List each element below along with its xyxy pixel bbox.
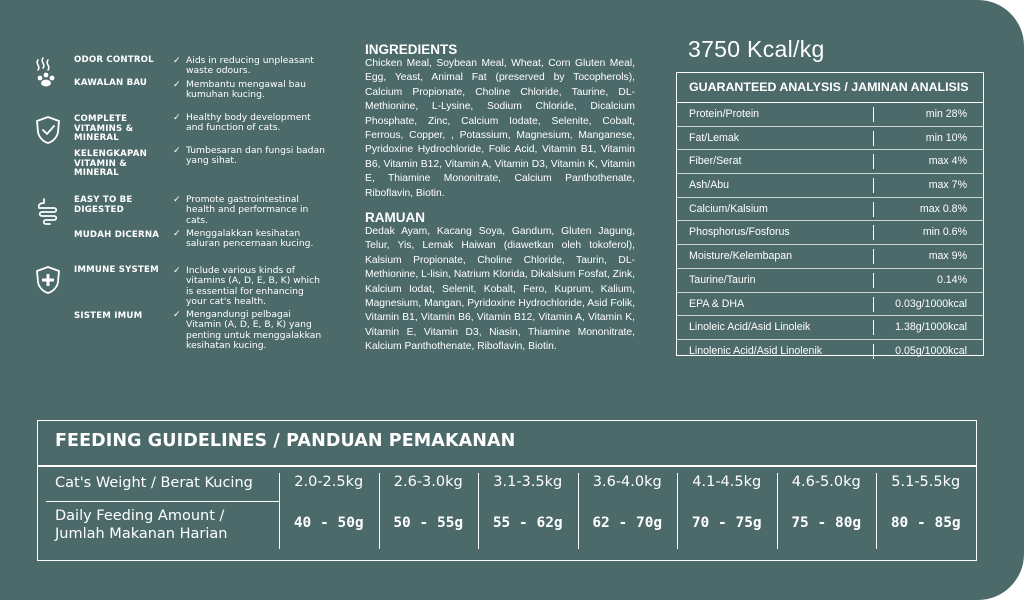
benefit-desc-en: ✓ Aids in reducing unpleasant waste odours. (173, 55, 314, 77)
benefit-title-ms: SISTEM IMUM (74, 311, 143, 321)
check-icon: ✓ (173, 265, 181, 276)
check-icon: ✓ (173, 194, 181, 205)
feeding-amount: 75 - 80g (791, 515, 862, 531)
weight-range: 4.6-5.0kg (791, 474, 861, 490)
divider (46, 501, 280, 502)
divider (873, 154, 874, 169)
benefit-desc-ms: ✓ Menggalakkan kesihatan saluran pencernaan kucing. (173, 228, 314, 250)
weight-range: 5.1-5.5kg (891, 474, 961, 490)
analysis-value: min 0.6% (922, 226, 967, 239)
benefit-desc-ms: ✓ Tumbesaran dan fungsi badan yang sihat. (173, 145, 325, 167)
divider (873, 178, 874, 193)
analysis-row (677, 150, 983, 174)
feeding-amount: 50 - 55g (393, 515, 464, 531)
divider (873, 297, 874, 312)
benefit-desc-en: ✓ Include various kinds of vitamins (A, D, E, B, K) which is essential for enhancing your cat's health. (173, 265, 320, 308)
feeding-amount: 70 - 75g (691, 515, 762, 531)
analysis-value: min 10% (925, 131, 967, 144)
analysis-value: 0.03g/1000kcal (895, 297, 967, 310)
intestine-icon (32, 196, 64, 228)
analysis-row (677, 316, 983, 340)
amount-label: Daily Feeding Amount / Jumlah Makanan Harian (55, 508, 228, 542)
weight-range: 4.1-4.5kg (692, 474, 762, 490)
analysis-label: Fat/Lemak (689, 131, 740, 144)
check-icon: ✓ (173, 55, 181, 66)
ramuan-text: Dedak Ayam, Kacang Soya, Gandum, Gluten Jagung, Telur, Yis, Lemak Haiwan (diawetkan oleh tokoferol), Kalsium Propionate, Choline Chloride, Taurin, DL-Methionine, L-lisin, Natrium Klorida, Dikalsium Fosfat, Zink, Kalcium Iodat, Selenit, Kobalt, Fero, Kuprum, Kalium, Magnesium, Mangan, Pyridoxine Hydrochloride, Asid Folik, Vitamin B1, Vitamin B6, Vitamin B12, Vitamin A, Vitamin K, Vitamin E, Vitamin D3, Niasin, Thiamine Mononitrate, Kalcium Panthothenate, Riboflavin, Biotin. (365, 226, 635, 353)
analysis-value: 1.38g/1000kcal (895, 321, 967, 334)
analysis-value: min 28% (925, 108, 967, 120)
analysis-label: Moisture/Kelembapan (689, 250, 793, 263)
analysis-title: GUARANTEED ANALYSIS / JAMINAN ANALISIS (677, 73, 983, 103)
energy-value: 3750 Kcal/kg (688, 36, 825, 62)
divider (873, 249, 874, 264)
divider (873, 225, 874, 240)
benefit-desc-en: ✓ Promote gastrointestinal health and performance in cats. (173, 194, 309, 226)
ingredients-section (365, 42, 635, 201)
shield-check-icon (32, 114, 64, 146)
benefit-title-en: COMPLETE VITAMINS & MINERAL (74, 114, 134, 143)
check-icon: ✓ (173, 112, 181, 123)
analysis-row (677, 245, 983, 269)
benefit-desc-ms: ✓ Mengandungi pelbagai Vitamin (A, D, E, B, K) yang penting untuk menggalakkan kesihatan kucing. (173, 309, 322, 352)
divider (873, 344, 874, 359)
analysis-row (677, 293, 983, 317)
analysis-row (677, 340, 983, 363)
benefit-title-en: EASY TO BE DIGESTED (74, 195, 133, 215)
analysis-value: 0.05g/1000kcal (895, 344, 967, 357)
analysis-value: max 9% (928, 250, 967, 263)
analysis-label: EPA & DHA (689, 297, 745, 310)
ingredients-text: Chicken Meal, Soybean Meal, Wheat, Corn Gluten Meal, Egg, Yeast, Animal Fat (preserved by Tocopherols), Calcium Propionate, Choline Chloride, Taurine, DL-Methionine, L-Lysine, Sodium Chloride, Dicalcium Phosphate, Zinc, Calcium Iodate, Selenite, Cobalt, Ferrous, Copper, , Potassium, Magnesium, Manganese, Pyridoxine Hydrochloride, Folic Acid, Vitamin B1, Vitamin B6, Vitamin B12, Vitamin A, Vitamin D3, Vitamin K, Vitamin E, Thiamine Mononitrate, Calcium Panthothenate, Riboflavin, Biotin. (365, 58, 635, 199)
ramuan-section (365, 210, 635, 355)
ingredients-title: INGREDIENTS (365, 42, 458, 57)
benefit-desc-en: ✓ Healthy body development and function of cats. (173, 112, 311, 134)
feeding-guidelines (37, 420, 977, 561)
analysis-value: max 0.8% (919, 202, 967, 215)
divider (873, 202, 874, 217)
weight-range: 2.0-2.5kg (294, 474, 364, 490)
analysis-label: Linolenic Acid/Asid Linolenik (689, 344, 823, 357)
divider (873, 320, 874, 335)
analysis-label: Ash/Abu (689, 179, 730, 192)
feeding-amount: 80 - 85g (890, 515, 961, 531)
shield-plus-icon (32, 264, 64, 296)
analysis-row (677, 127, 983, 151)
check-icon: ✓ (173, 228, 181, 239)
feeding-amount: 62 - 70g (592, 515, 663, 531)
analysis-label: Fiber/Serat (689, 155, 742, 168)
analysis-label: Protein/Protein (689, 108, 760, 120)
analysis-value: max 4% (928, 155, 967, 168)
check-icon: ✓ (173, 145, 181, 156)
weight-range: 3.6-4.0kg (592, 474, 662, 490)
benefit-title-ms: KELENGKAPAN VITAMIN & MINERAL (74, 149, 147, 178)
benefit-title-ms: KAWALAN BAU (74, 78, 148, 88)
feeding-amount: 55 - 62g (492, 515, 563, 531)
divider (873, 131, 874, 146)
analysis-label: Calcium/Kalsium (689, 202, 768, 215)
analysis-row (677, 174, 983, 198)
check-icon: ✓ (173, 79, 181, 90)
weight-range: 3.1-3.5kg (493, 474, 563, 490)
analysis-row (677, 198, 983, 222)
divider (38, 465, 976, 467)
analysis-row (677, 269, 983, 293)
divider (873, 273, 874, 288)
benefit-desc-ms: ✓ Membantu mengawal bau kumuhan kucing. (173, 79, 306, 101)
check-icon: ✓ (173, 309, 181, 320)
analysis-row (677, 103, 983, 127)
analysis-label: Phosphorus/Fosforus (689, 226, 790, 239)
analysis-value: 0.14% (936, 273, 967, 286)
analysis-label: Taurine/Taurin (689, 273, 756, 286)
weight-range: 2.6-3.0kg (393, 474, 463, 490)
weight-label: Cat's Weight / Berat Kucing (55, 475, 253, 491)
benefit-title-en: IMMUNE SYSTEM (74, 265, 159, 275)
analysis-rows (677, 103, 983, 363)
analysis-row (677, 221, 983, 245)
feeding-amount: 40 - 50g (293, 515, 364, 531)
analysis-label: Linoleic Acid/Asid Linoleik (689, 321, 811, 334)
benefit-title-en: ODOR CONTROL (74, 55, 154, 65)
guaranteed-analysis-table (676, 72, 984, 356)
analysis-value: max 7% (928, 179, 967, 192)
benefit-title-ms: MUDAH DICERNA (74, 230, 160, 240)
odor-waves-icon (32, 56, 64, 88)
divider (873, 107, 874, 122)
feeding-title: FEEDING GUIDELINES / PANDUAN PEMAKANAN (55, 431, 516, 451)
ramuan-title: RAMUAN (365, 210, 425, 225)
